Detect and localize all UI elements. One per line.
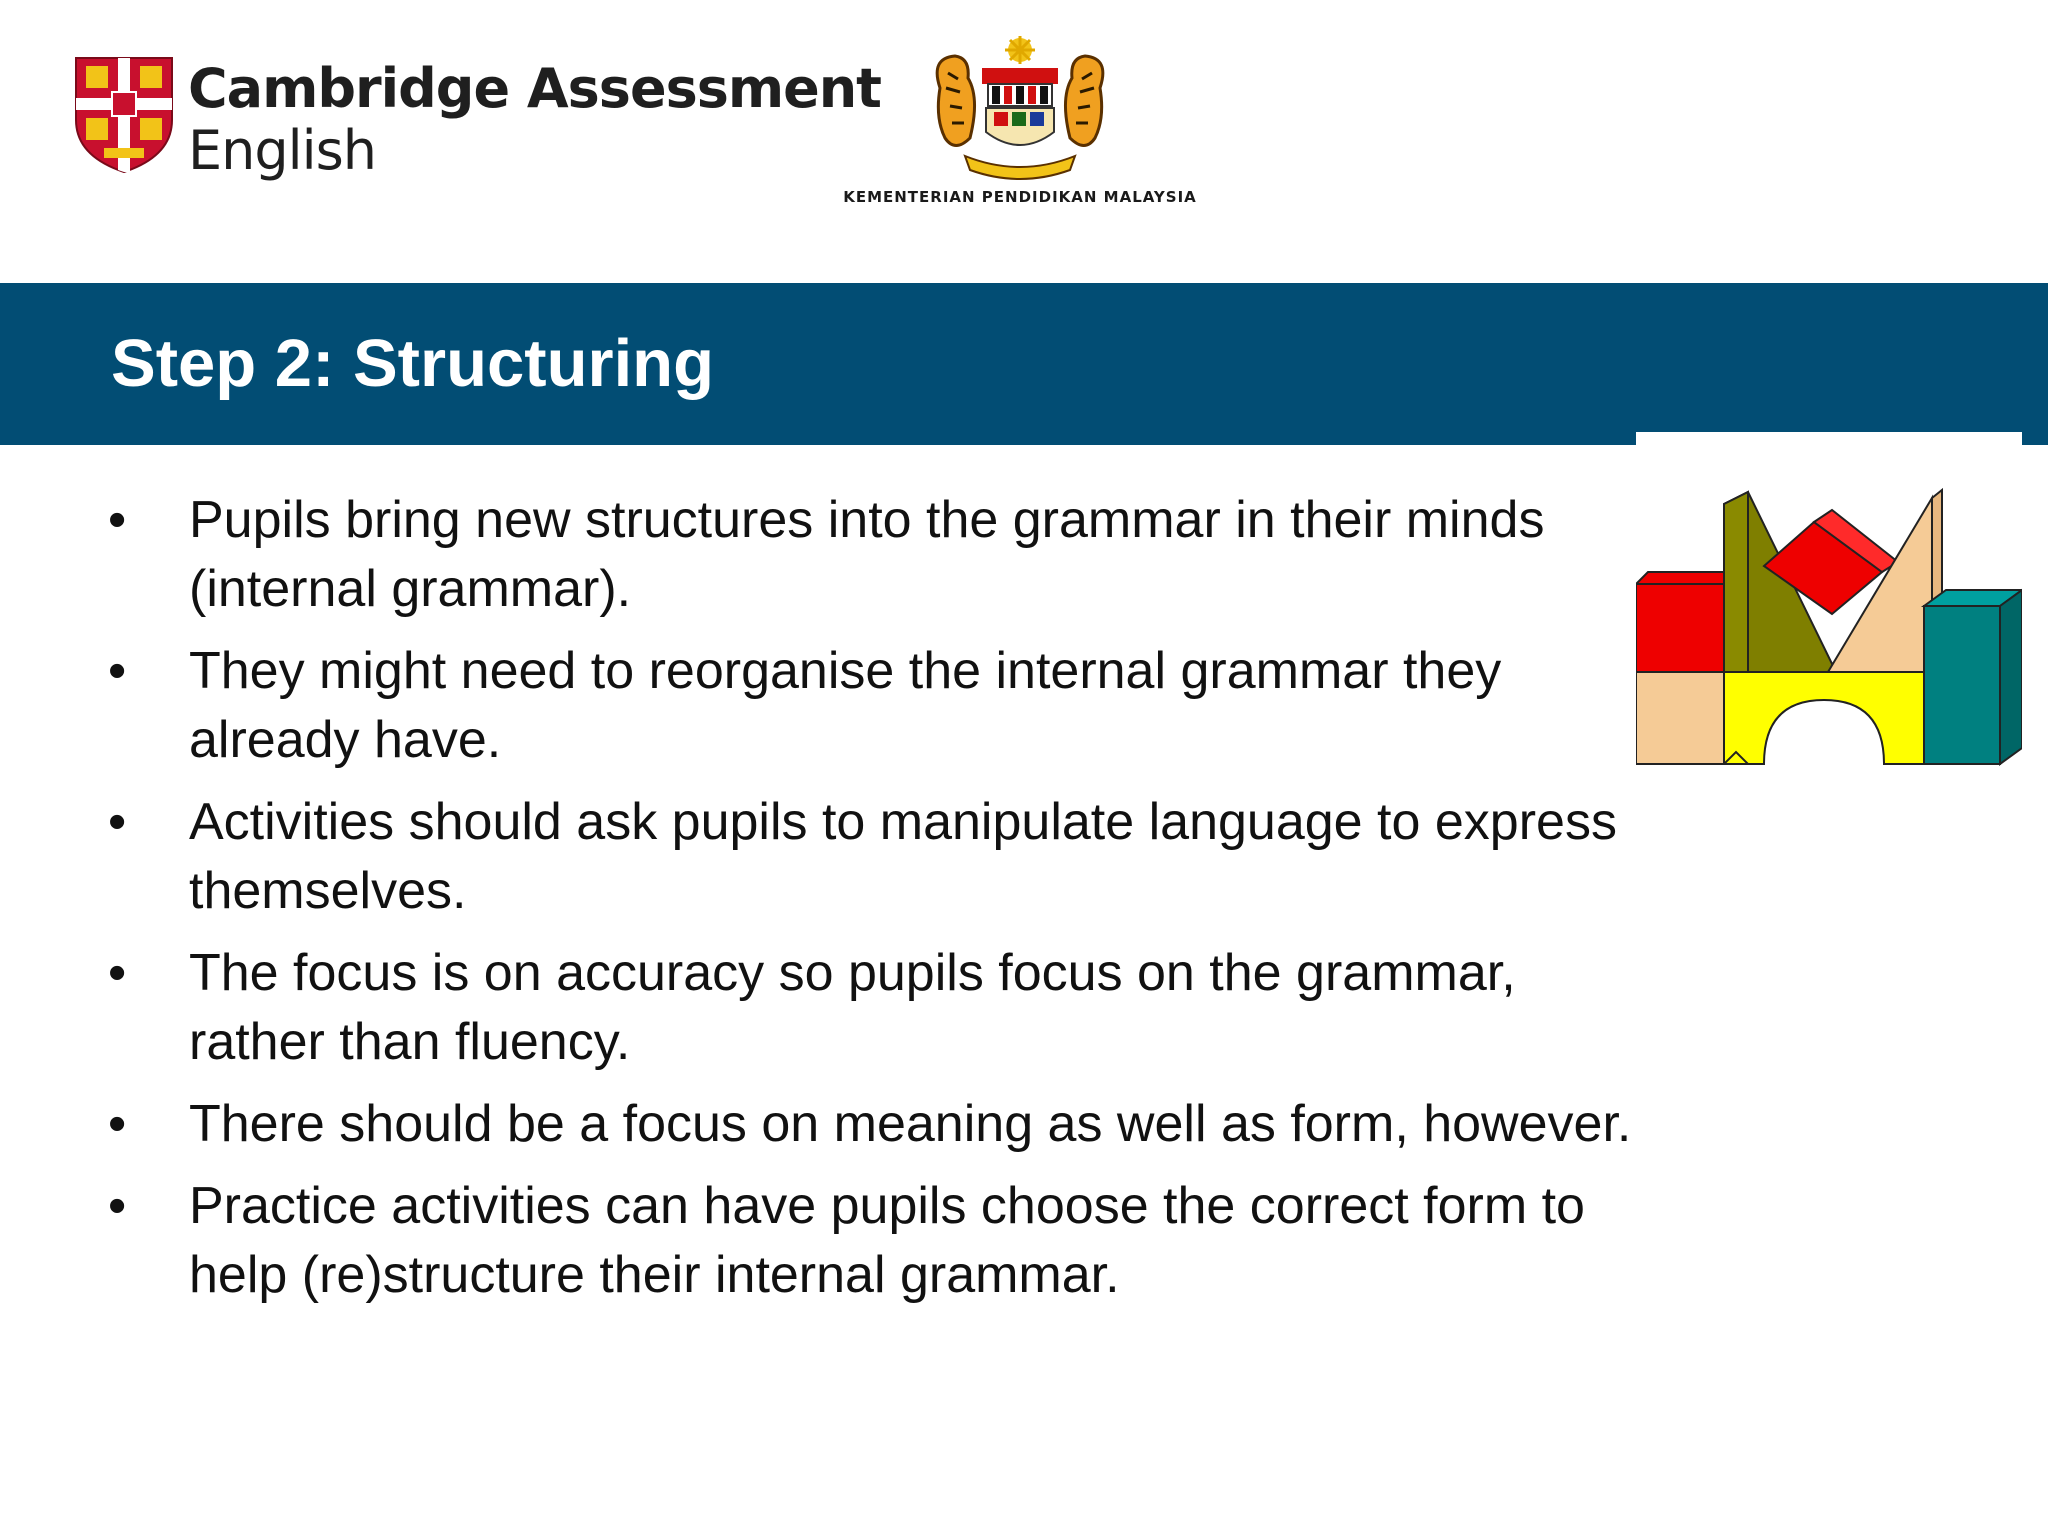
list-item [108, 1090, 1638, 1159]
bullet-marker: • [108, 1177, 127, 1235]
list-item [108, 939, 1638, 1077]
ministry-of-education-logo [840, 28, 1200, 218]
bullet-marker: • [108, 642, 127, 700]
bullet-text: Practice activities can have pupils choose the correct form to help (re)structure their internal grammar. [189, 1177, 1585, 1304]
slide-title: Step 2: Structuring [111, 326, 715, 401]
list-item [108, 486, 1638, 624]
cambridge-logo-text [188, 58, 881, 182]
bullet-text: There should be a focus on meaning as well as form, however. [189, 1095, 1632, 1153]
cambridge-logo-line2: English [188, 119, 376, 182]
bullet-marker: • [108, 793, 127, 851]
cambridge-assessment-logo [74, 56, 881, 186]
bullet-text: They might need to reorganise the internal grammar they already have. [189, 642, 1502, 769]
ministry-caption: KEMENTERIAN PENDIDIKAN MALAYSIA [843, 188, 1197, 206]
bullet-marker: • [108, 1095, 127, 1153]
title-band [0, 283, 2048, 445]
illustration-frame [1636, 432, 2022, 782]
bullet-text: Activities should ask pupils to manipulate language to express themselves. [189, 793, 1617, 920]
list-item [108, 1172, 1638, 1310]
bullet-marker: • [108, 491, 127, 549]
bullet-text: Pupils bring new structures into the grammar in their minds (internal grammar). [189, 491, 1545, 618]
cambridge-logo-line1: Cambridge Assessment [188, 57, 881, 120]
malaysia-coat-of-arms-icon [910, 28, 1130, 188]
bullet-text: The focus is on accuracy so pupils focus on the grammar, rather than fluency. [189, 944, 1516, 1071]
cambridge-shield-icon [74, 56, 174, 174]
slide-header [0, 0, 2048, 282]
list-item [108, 788, 1638, 926]
bullet-marker: • [108, 944, 127, 1002]
bullet-list [108, 486, 1638, 1323]
list-item [108, 637, 1638, 775]
building-blocks-icon [1636, 474, 2022, 774]
